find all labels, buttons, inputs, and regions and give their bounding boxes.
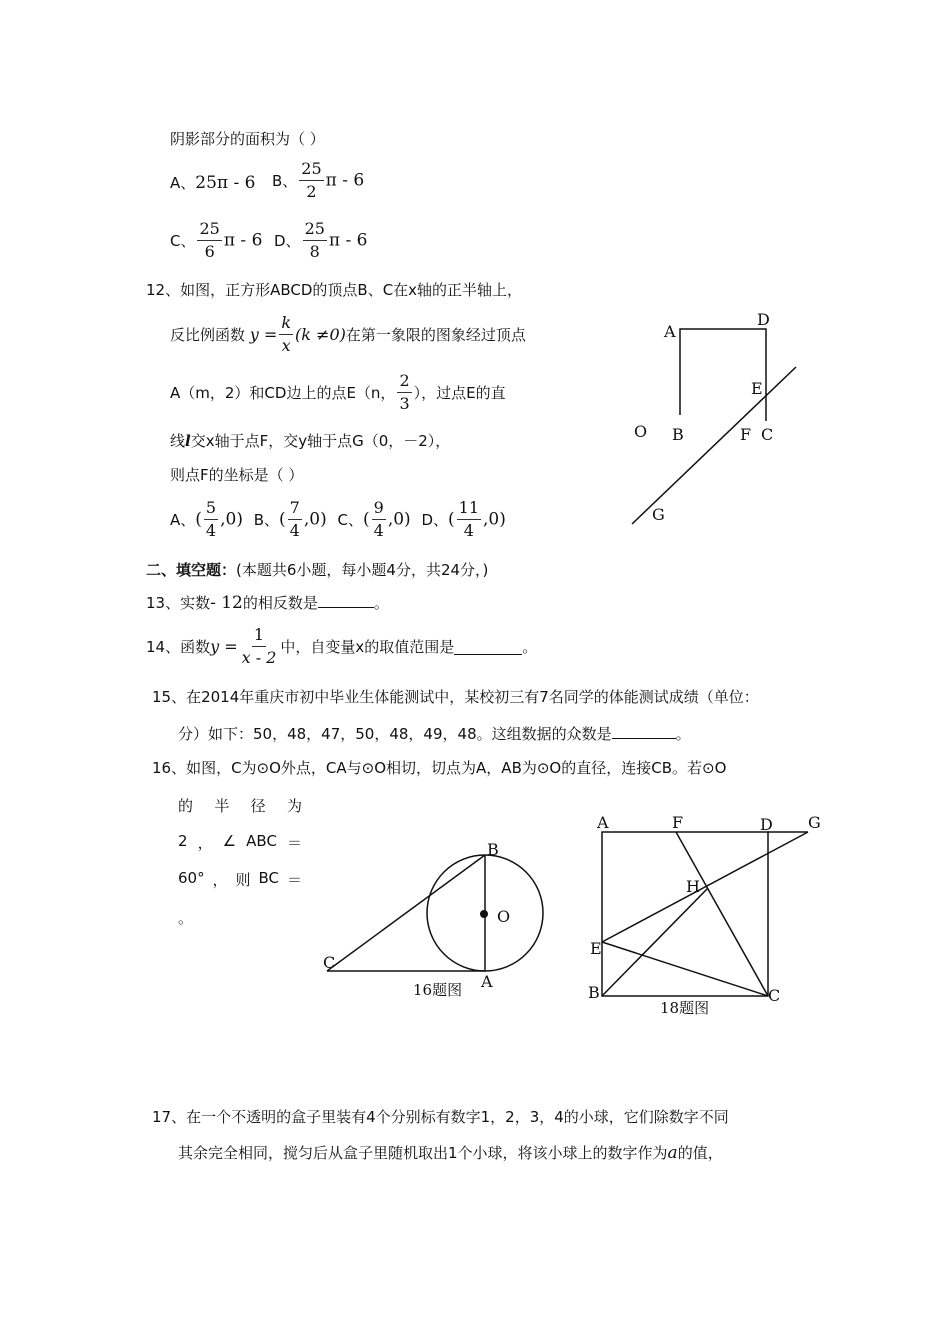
q11-opt-a-value: 25π - 6 (195, 173, 256, 193)
q14-end: 。 (522, 638, 538, 656)
section2-heading (146, 559, 488, 580)
q12-label-e: E (751, 379, 763, 398)
q13 (146, 591, 389, 613)
q12-label-c: C (761, 425, 774, 444)
q11-opt-d-tail: π - 6 (328, 230, 368, 251)
q16-word-10: 60° (178, 869, 205, 887)
q11-opt-c-frac (197, 218, 221, 263)
q11-opt-c-num: 25 (197, 218, 221, 241)
q17-line2-a: a (667, 1143, 678, 1163)
q12-opt-c-den: 4 (373, 521, 384, 540)
q16-word-7: ∠ (222, 832, 237, 850)
q12-options (170, 497, 506, 542)
q12-label-d: D (757, 310, 770, 329)
q11-opt-d-num: 25 (303, 218, 327, 241)
q18-caption: 18题图 (660, 999, 710, 1017)
q13-post: 的相反数是 (242, 594, 318, 612)
q12-line4 (170, 430, 450, 451)
q12-label-a: A (664, 322, 676, 341)
q17-line2-pre: 其余完全相同，搅匀后从盒子里随机取出1个小球，将该小球上的数字作为 (178, 1144, 668, 1162)
q12-line3-post: ），过点E的直 (413, 384, 506, 402)
q15-line2 (178, 722, 691, 744)
q12-opt-c-close: ,0) (387, 509, 411, 530)
q11-opt-b-frac (299, 158, 323, 203)
q12-line3-frac (397, 370, 411, 415)
q12-label-o: O (634, 422, 648, 441)
q12-opt-b-num: 7 (288, 497, 302, 520)
q12-opt-a-den: 4 (205, 521, 217, 540)
q12-opt-c-num: 9 (372, 497, 386, 520)
q16-figure (315, 835, 555, 1005)
section2-note: (本题共6小题，每小题4分，共24分，) (236, 561, 489, 579)
q12-line2-den: x (281, 336, 291, 355)
q12-opt-b-frac (288, 497, 302, 542)
q12-label-g: G (652, 505, 665, 524)
q14-pre: 14、函数 (146, 638, 211, 656)
q16-label-c: C (323, 953, 336, 972)
q17-line1: 17、在一个不透明的盒子里装有4个分别标有数字1，2，3，4的小球，它们除数字不同 (152, 1108, 729, 1126)
q11-opt-c-den: 6 (204, 242, 215, 261)
q13-end: 。 (373, 594, 389, 612)
q11-opt-d-label: D、 (274, 232, 301, 250)
q12-line2-frac (279, 312, 293, 357)
q12-line3-num: 2 (397, 370, 411, 393)
q18-label-a: A (597, 813, 609, 832)
q16-word-3: 径 (250, 797, 266, 815)
q12-line3-pre: A（m，2）和CD边上的点E（n， (170, 384, 396, 402)
q12-opt-d-open: ( (448, 509, 455, 530)
q12-opt-a-close: ,0) (220, 509, 243, 530)
q14-y: y = (210, 637, 238, 656)
q12-line2-cond: (k ≠0) (295, 325, 346, 344)
q16-line2 (178, 795, 302, 816)
q12-opt-d-close: ,0) (483, 509, 506, 530)
q11-opt-c-tail: π - 6 (223, 230, 263, 251)
q18-label-d: D (760, 815, 773, 834)
q12-opt-b-close: ,0) (303, 509, 327, 530)
q12-line3-den: 3 (399, 394, 410, 413)
q12-opt-a-frac (204, 497, 218, 542)
q15-end: 。 (675, 725, 691, 743)
q11-opt-b-num: 25 (299, 158, 323, 181)
q16-word-8: ABC (246, 832, 277, 850)
q16-word-2: 半 (214, 797, 230, 815)
q12-line4-l: l (185, 432, 191, 450)
q12-opt-b-den: 4 (289, 521, 300, 540)
q16-line4 (178, 869, 302, 890)
q14-post: 中，自变量x的取值范围是 (280, 638, 455, 656)
q16-line1: 16、如图，C为⊙O外点，CA与⊙O相切，切点为A，AB为⊙O的直径，连接CB。若⊙O (152, 759, 727, 777)
q14-den: x - 2 (241, 648, 277, 667)
q16-label-o: O (497, 907, 511, 926)
q11-opt-b (272, 158, 364, 203)
q16-word-5: 2 (178, 832, 188, 850)
q11-opt-d-frac (303, 218, 327, 263)
q11-opt-d (274, 218, 367, 263)
q14-frac (240, 624, 279, 669)
q14 (146, 624, 537, 669)
q14-num: 1 (252, 624, 266, 647)
q16-line3 (178, 832, 302, 853)
q12-opt-d-num: 11 (457, 497, 481, 520)
q12-line2 (170, 312, 526, 357)
q12-opt-c-open: ( (362, 509, 370, 530)
q18-label-h: H (686, 877, 700, 896)
q11-opt-d-den: 8 (309, 242, 320, 261)
q17-line2-post: 的值， (677, 1144, 723, 1162)
q12-opt-c-frac (372, 497, 386, 542)
q18-segment-bh (602, 888, 708, 996)
q17-line2 (178, 1142, 723, 1163)
q12-opt-a-num: 5 (204, 497, 218, 520)
q12-opt-b-label: B、 (253, 511, 280, 529)
q16-center-dot (480, 910, 488, 918)
q16-caption: 16题图 (413, 981, 463, 999)
q12-line1: 12、如图，正方形ABCD的顶点B、C在x轴的正半轴上， (146, 281, 523, 299)
q12-label-f: F (740, 425, 752, 444)
q11-opt-c (170, 218, 262, 263)
q16-word-1: 的 (178, 797, 194, 815)
q18-label-e: E (590, 939, 602, 958)
q15-line1: 15、在2014年重庆市初中毕业生体能测试中，某校初三有7名同学的体能测试成绩（单位： (152, 688, 759, 706)
q12-label-b: B (672, 425, 684, 444)
q12-line2-post: 在第一象限的图象经过顶点 (345, 326, 526, 344)
q18-figure (580, 808, 830, 1023)
q12-line3 (170, 370, 506, 415)
q16-segment-cb (327, 855, 485, 971)
q18-label-c: C (768, 986, 781, 1005)
q16-label-a: A (481, 972, 493, 991)
q12-line2-y: y = (249, 325, 278, 344)
q16-word-9: ＝ (286, 834, 302, 852)
q11-opt-b-tail: π - 6 (325, 170, 365, 191)
q18-label-f: F (672, 813, 684, 832)
q11-options-row1 (170, 172, 255, 193)
q12-line2-num: k (279, 312, 293, 335)
q18-segment-eg (602, 832, 808, 942)
q18-label-g: G (808, 813, 821, 832)
q16-word-6: ， (197, 834, 213, 852)
q15-answer-blank[interactable] (612, 722, 676, 739)
q12-opt-c-label: C、 (337, 511, 363, 529)
q12-opt-a-open: ( (195, 509, 202, 530)
q12-line4-pre: 线 (170, 432, 186, 450)
section2-title: 二、填空题： (146, 561, 237, 579)
q11-opt-b-label: B、 (272, 172, 298, 190)
q15-line2-text: 分）如下：50，48，47，50，48，49，48。这组数据的众数是 (178, 725, 612, 743)
q12-opt-a-label: A、 (170, 511, 196, 529)
q12-opt-d-den: 4 (463, 521, 474, 540)
q16-end: 。 (178, 909, 194, 927)
q12-line-l (632, 367, 796, 524)
q11-opt-c-label: C、 (170, 232, 196, 250)
q12-opt-d-label: D、 (421, 511, 449, 529)
q11-stem-tail: 阴影部分的面积为（ ） (170, 130, 325, 148)
q16-label-b: B (487, 840, 499, 859)
q11-opt-b-den: 2 (306, 182, 317, 201)
q16-word-4: 为 (286, 797, 302, 815)
q12-figure (620, 305, 820, 535)
q18-label-b: B (588, 983, 600, 1002)
q12-line4-post: 交x轴于点F，交y轴于点G（0，－2）， (190, 432, 451, 450)
q13-answer-blank[interactable] (318, 591, 374, 608)
q12-opt-b-open: ( (279, 509, 286, 530)
q14-answer-blank[interactable] (454, 638, 522, 655)
q18-segment-fc (676, 832, 768, 996)
q16-word-13: BC (258, 869, 279, 887)
q12-line2-pre: 反比例函数 (170, 326, 246, 344)
q12-opt-d-frac (457, 497, 481, 542)
q12-line5: 则点F的坐标是（ ） (170, 466, 304, 484)
q16-word-14: ＝ (286, 871, 302, 889)
q13-expr: - 12 (210, 593, 243, 613)
q13-pre: 13、实数 (146, 594, 211, 612)
q11-opt-a-label: A、 (170, 174, 196, 192)
q16-word-11: ， (212, 871, 228, 889)
q16-word-12: 则 (235, 871, 251, 889)
